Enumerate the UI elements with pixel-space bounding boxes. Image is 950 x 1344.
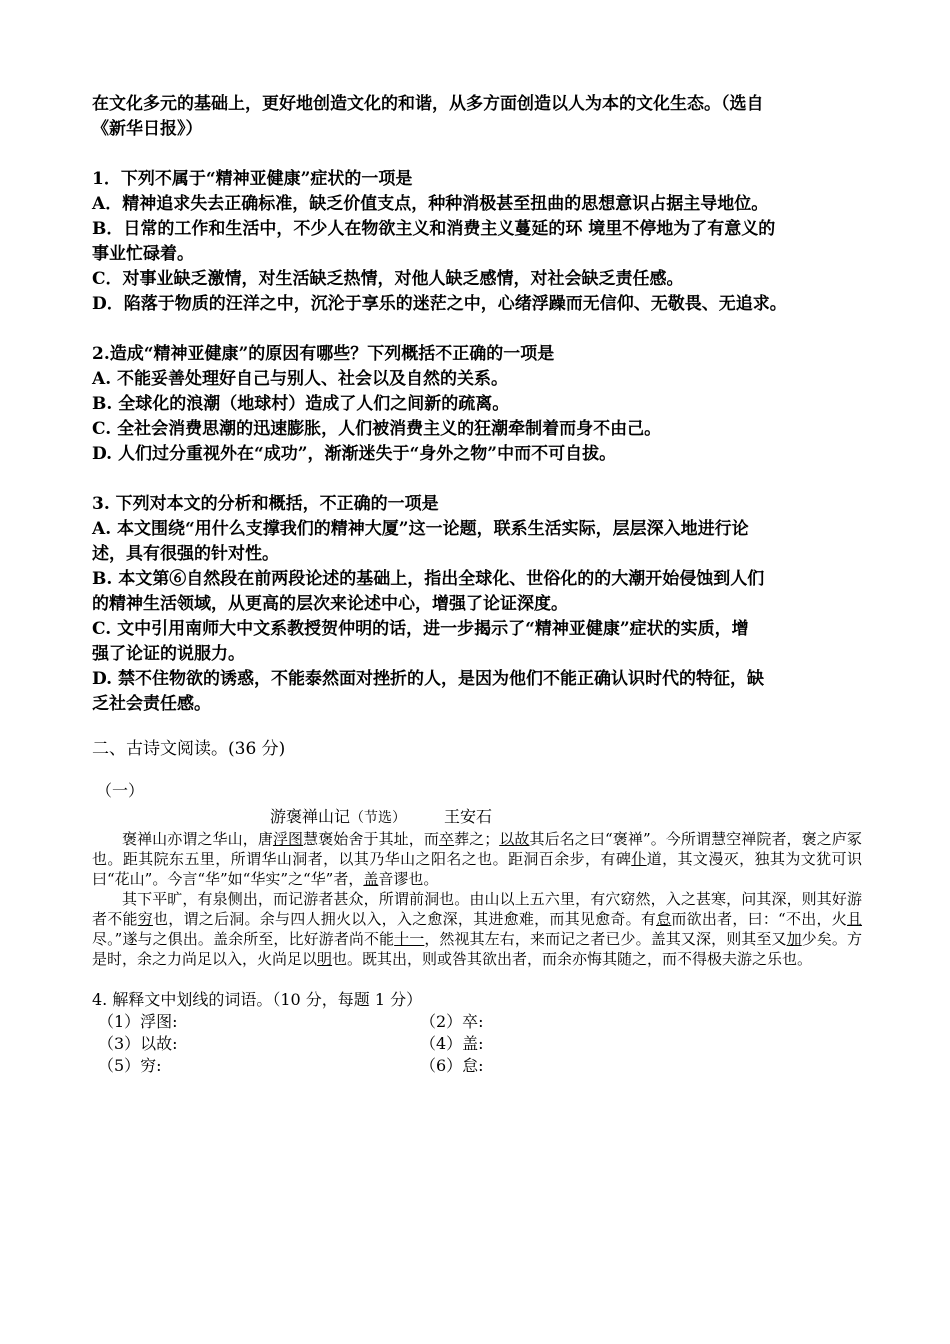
q3-option-d-line-2: 乏社会责任感。 [92, 694, 211, 714]
underlined-word: 明 [317, 950, 333, 968]
intro-line-1: 在文化多元的基础上，更好地创造文化的和谐，从多方面创造以人为本的文化生态。（选自 [92, 94, 764, 114]
intro-line-2: 《新华日报》） [92, 119, 203, 139]
q3-option-a-line-1: A. 本文围绕“用什么支撑我们的精神大厦”这一论题，联系生活实际，层层深入地进行论 [92, 519, 749, 539]
q2-stem: 2.造成“精神亚健康”的原因有哪些？下列概括不正确的一项是 [92, 344, 555, 364]
passage-text: 也。既其出，则或咎其欲出者，而余亦悔其随之，而不得极夫游之乐也。 [332, 950, 813, 968]
title-note: （节选） [350, 810, 407, 826]
question-1 [92, 167, 862, 317]
question-4 [92, 989, 862, 1077]
q4-item-5: （5）穷: [98, 1056, 162, 1075]
q4-row-3 [92, 1055, 862, 1077]
passage-text: 尽。”遂与之俱出。盖余所至，比好游者尚不能 [92, 930, 395, 948]
q4-item-2: （2）卒: [420, 1012, 484, 1031]
question-2 [92, 342, 862, 467]
passage-text: 褒禅山亦谓之华山，唐 [122, 830, 273, 848]
question-3 [92, 492, 862, 717]
q4-item-6: （6）怠: [420, 1056, 484, 1075]
q4-stem: 4. 解释文中划线的词语。（10 分，每题 1 分） [92, 990, 423, 1009]
passage-text: 而欲出者，曰：“不出，火 [671, 910, 847, 928]
underlined-word: 且 [846, 910, 862, 928]
passage-text: ，然视其左右，来而记之者已少。盖其又深，则其至又 [424, 930, 787, 948]
passage-text: 慧褒始舍于其址，而 [303, 830, 439, 848]
q1-option-d: D．陷落于物质的汪洋之中，沉沦于享乐的迷茫之中，心绪浮躁而无信仰、无敬畏、无追求。 [92, 294, 787, 314]
underlined-word: 十一 [394, 930, 425, 948]
title-text: 游褒禅山记 [270, 807, 351, 826]
q4-row-2 [92, 1033, 862, 1055]
q4-item-1: （1）浮图: [98, 1012, 178, 1031]
q1-stem: 1．下列不属于“精神亚健康”症状的一项是 [92, 169, 413, 189]
underlined-word: 穷 [137, 910, 153, 928]
section-heading: 二、古诗文阅读。(36 分) [92, 739, 286, 759]
q2-option-d: D. 人们过分重视外在“成功”，渐渐迷失于“身外之物”中而不可自拔。 [92, 444, 617, 464]
q2-option-c: C. 全社会消费思潮的迅速膨胀，人们被消费主义的狂潮牵制着而身不由己。 [92, 419, 662, 439]
q2-option-b: B. 全球化的浪潮（地球村）造成了人们之间新的疏离。 [92, 394, 510, 414]
q2-option-a: A. 不能妥善处理好自己与别人、社会以及自然的关系。 [92, 369, 509, 389]
underlined-word: 加 [786, 930, 802, 948]
passage-text: 葬之； [454, 830, 500, 848]
passage-paragraph-2 [92, 889, 862, 969]
passage-text: 道，其文漫灭，独其为文犹可识曰“花山”。今言“华”如“华实”之“华”者， [92, 850, 862, 888]
passage-title [270, 806, 862, 829]
q4-item-4: （4）盖: [420, 1034, 484, 1053]
passage-text: 音谬也。 [378, 870, 439, 888]
passage-text: 也，谓之后洞。余与四人拥火以入，入之愈深，其进愈难，而其见愈奇。有 [153, 910, 657, 928]
passage-text: 其下平旷，有泉侧出，而记游者甚众，所谓前洞也。由山以上五六里，有穴窈然，入之甚寒，问其深，则其好游者不能 [92, 890, 862, 928]
passage-text: 少矣。方是时，余之力尚足以入，火尚足以 [92, 930, 862, 968]
q3-option-a-line-2: 述，具有很强的针对性。 [92, 544, 279, 564]
passage-paragraph-1 [92, 829, 862, 889]
q1-option-a: A．精神追求失去正确标准，缺乏价值支点，种种消极甚至扭曲的思想意识占据主导地位。 [92, 194, 769, 214]
underlined-word: 卒 [438, 830, 455, 848]
q3-option-c-line-1: C. 文中引用南师大中文系教授贺仲明的话，进一步揭示了“精神亚健康”症状的实质，增 [92, 619, 749, 639]
underlined-word: 浮图 [272, 830, 304, 848]
author-name: 王安石 [444, 807, 493, 826]
q4-row-1 [92, 1011, 862, 1033]
underlined-word: 以故 [499, 830, 530, 848]
q1-option-b-line-2: 事业忙碌着。 [92, 244, 194, 264]
q3-option-b-line-2: 的精神生活领域，从更高的层次来论述中心，增强了论证深度。 [92, 594, 568, 614]
q4-item-3: （3）以故: [98, 1034, 178, 1053]
q1-option-c: C．对事业缺乏激情，对生活缺乏热情，对他人缺乏感情，对社会缺乏责任感。 [92, 269, 684, 289]
underlined-word: 仆 [631, 850, 647, 868]
underlined-word: 怠 [656, 910, 672, 928]
passage-text: 其后名之曰“褒禅”。今所谓慧空禅院者，褒之庐冢也。距其院东五里，所谓华山洞者，以其乃华山之阳名之也。距洞百余步，有碑 [92, 830, 862, 868]
q3-option-c-line-2: 强了论证的说服力。 [92, 644, 245, 664]
underlined-word: 盖 [363, 870, 379, 888]
q3-option-b-line-1: B. 本文第⑥自然段在前两段论述的基础上，指出全球化、世俗化的的大潮开始侵蚀到人们 [92, 569, 765, 589]
subsection-label: （一） [96, 781, 145, 800]
q1-option-b-line-1: B．日常的工作和生活中，不少人在物欲主义和消费主义蔓延的环 境里不停地为了有意义的 [92, 219, 776, 239]
q3-stem: 3. 下列对本文的分析和概括，不正确的一项是 [92, 494, 439, 514]
q3-option-d-line-1: D. 禁不住物欲的诱惑，不能泰然面对挫折的人，是因为他们不能正确认识时代的特征，缺 [92, 669, 764, 689]
document-page [92, 92, 862, 1077]
